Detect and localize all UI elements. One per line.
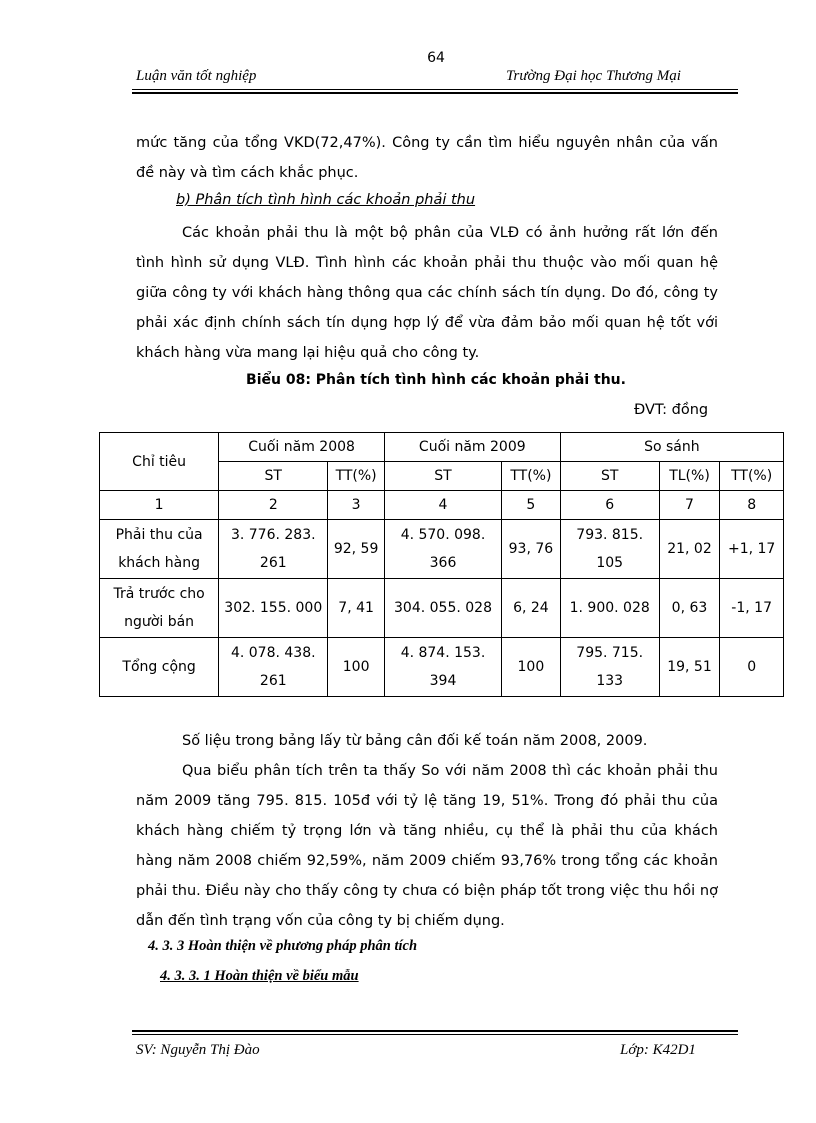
column-number: 2 [219,491,328,520]
cell-st-compare: 793. 815. 105 [560,520,659,579]
header-compare: So sánh [560,433,783,462]
section-heading-4-3-3-1: 4. 3. 3. 1 Hoàn thiện về biểu mẫu [160,968,359,984]
subheader-cell: ST [219,462,328,491]
cell-st-compare: 795. 715. 133 [560,638,659,697]
header-university-label: Trường Đại học Thương Mại [506,68,681,84]
cell-tt-2009: 93, 76 [502,520,561,579]
cell-tt-compare: +1, 17 [720,520,784,579]
paragraph-1: mức tăng của tổng VKD(72,47%). Công ty cần tìm hiểu nguyên nhân của vấn đề này và tìm cách khắc phục. [136,135,718,181]
subheader-cell: TT(%) [502,462,561,491]
section-heading-4-3-3: 4. 3. 3 Hoàn thiện về phương pháp phân tích [148,938,418,954]
receivables-table [99,432,784,697]
subheader-cell: TT(%) [720,462,784,491]
paragraph-4: Qua biểu phân tích trên ta thấy So với năm 2008 thì các khoản phải thu năm 2009 tăng 795. 815. 105đ với tỷ lệ tăng 19, 51%. Trong đó phải thu của khách hàng chiếm tỷ trọng lớn và tăng nhiều, cụ thể là phải thu của khách hàng năm 2008 chiếm 92,59%, năm 2009 chiếm 93,76% trong tổng các khoản phải thu. Điều này cho thấy công ty chưa có biện pháp tốt trong việc thu hồi nợ dẫn đến tình trạng vốn của công ty bị chiếm dụng. [136,763,718,929]
section-heading-b: b) Phân tích tình hình các khoản phải thu [176,192,476,208]
table-title: Biểu 08: Phân tích tình hình các khoản phải thu. [246,372,626,388]
cell-tt-compare: 0 [720,638,784,697]
cell-st-2008: 3. 776. 283. 261 [219,520,328,579]
cell-tt-2008: 100 [328,638,385,697]
page-number: 64 [427,50,445,66]
cell-st-2008: 4. 078. 438. 261 [219,638,328,697]
footer-student-name: SV: Nguyễn Thị Đào [136,1042,260,1058]
cell-tt-2009: 6, 24 [502,579,561,638]
column-number: 3 [328,491,385,520]
header-2009: Cuối năm 2009 [384,433,560,462]
table-row [100,638,784,697]
header-thesis-label: Luận văn tốt nghiệp [136,68,257,84]
paragraph-3: Số liệu trong bảng lấy từ bảng cân đối kế toán năm 2008, 2009. [182,733,648,749]
header-rule-thick [132,92,738,94]
row-label: Phải thu của khách hàng [100,520,219,579]
header-chitieu: Chỉ tiêu [100,433,219,491]
cell-st-2008: 302. 155. 000 [219,579,328,638]
cell-tt-compare: -1, 17 [720,579,784,638]
subheader-cell: TL(%) [659,462,720,491]
cell-tl-compare: 19, 51 [659,638,720,697]
subheader-cell: ST [560,462,659,491]
cell-st-compare: 1. 900. 028 [560,579,659,638]
column-number: 7 [659,491,720,520]
subheader-cell: TT(%) [328,462,385,491]
column-number: 1 [100,491,219,520]
footer-rule-thick [132,1030,738,1032]
footer-rule [132,1034,738,1035]
column-number: 8 [720,491,784,520]
table-row [100,520,784,579]
cell-tt-2009: 100 [502,638,561,697]
header-2008: Cuối năm 2008 [219,433,385,462]
footer-class: Lớp: K42D1 [620,1042,696,1058]
unit-label: ĐVT: đồng [634,402,709,418]
cell-st-2009: 4. 874. 153. 394 [384,638,501,697]
table-row [100,579,784,638]
column-number: 4 [384,491,501,520]
cell-st-2009: 4. 570. 098. 366 [384,520,501,579]
cell-tt-2008: 7, 41 [328,579,385,638]
row-label: Tổng cộng [100,638,219,697]
paragraph-2: Các khoản phải thu là một bộ phân của VLĐ có ảnh hưởng rất lớn đến tình hình sử dụng VLĐ. Tình hình các khoản phải thu thuộc vào mối quan hệ giữa công ty với khách hàng thông qua các chính sách tín dụng. Do đó, công ty phải xác định chính sách tín dụng hợp lý để vừa đảm bảo mối quan hệ tốt với khách hàng vừa mang lại hiệu quả cho công ty. [136,225,718,361]
header-rule [132,89,738,90]
cell-tl-compare: 0, 63 [659,579,720,638]
cell-st-2009: 304. 055. 028 [384,579,501,638]
row-label: Trả trước cho người bán [100,579,219,638]
cell-tt-2008: 92, 59 [328,520,385,579]
column-number: 5 [502,491,561,520]
column-number: 6 [560,491,659,520]
cell-tl-compare: 21, 02 [659,520,720,579]
subheader-cell: ST [384,462,501,491]
